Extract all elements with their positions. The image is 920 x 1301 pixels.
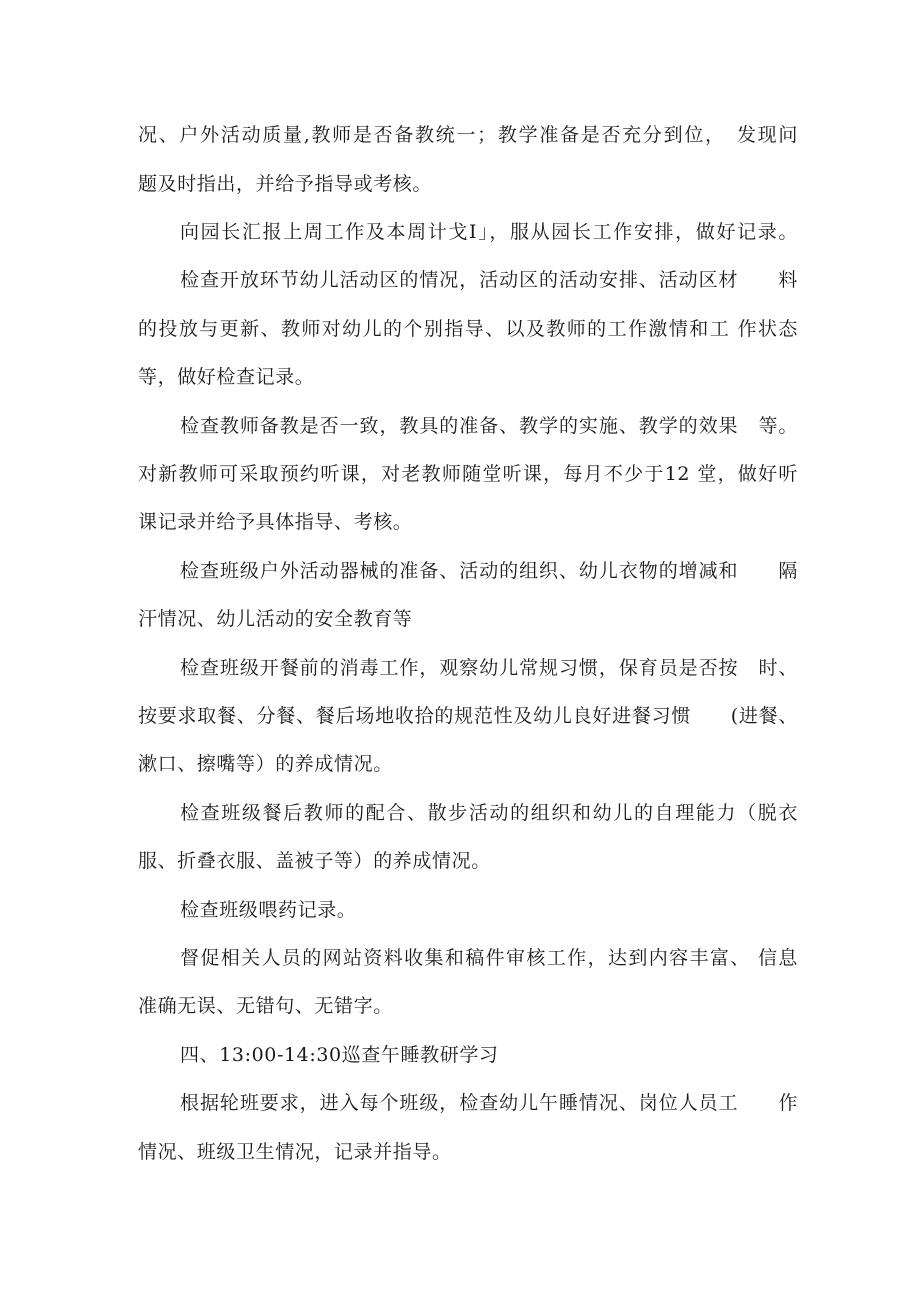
paragraph-line: 的投放与更新、教师对幼儿的个别指导、以及教师的工作激情和工 作状态: [138, 318, 798, 340]
paragraph-line: 情况、班级卫生情况，记录并指导。: [138, 1141, 452, 1163]
paragraph-line: 检查班级户外活动器械的准备、活动的组织、幼儿衣物的增减和 隔: [180, 560, 798, 582]
paragraph-line: 课记录并给予具体指导、考核。: [138, 511, 413, 533]
paragraph-line: 检查教师备教是否一致，教具的准备、教学的实施、教学的效果 等。: [180, 415, 798, 437]
paragraph-line: 按要求取餐、分餐、餐后场地收拾的规范性及幼儿良好进餐习惯 (进餐、: [138, 705, 798, 727]
paragraph-line: 根据轮班要求，进入每个班级，检查幼儿午睡情况、岗位人员工 作: [180, 1092, 798, 1114]
paragraph-line: 督促相关人员的网站资料收集和稿件审核工作，达到内容丰富、 信息: [180, 947, 798, 969]
paragraph-line: 检查班级喂药记录。: [180, 899, 357, 921]
section-heading: 四、13:00-14:30巡查午睡教研学习: [180, 1044, 499, 1066]
paragraph-line: 准确无误、无错句、无错字。: [138, 995, 393, 1017]
paragraph-line: 对新教师可采取预约听课，对老教师随堂听课，每月不少于12 堂，做好听: [138, 463, 798, 485]
paragraph-line: 况、户外活动质量,教师是否备教统一；教学准备是否充分到位， 发现问: [138, 124, 798, 146]
paragraph-line: 漱口、擦嘴等）的养成情况。: [138, 753, 393, 775]
paragraph-line: 题及时指出，并给予指导或考核。: [138, 173, 433, 195]
paragraph-line: 等，做好检查记录。: [138, 366, 315, 388]
paragraph-line: 向园长汇报上周工作及本周计戈I」，服从园长工作安排，做好记录。: [180, 221, 798, 243]
paragraph-line: 服、折叠衣服、盖被子等）的养成情况。: [138, 850, 491, 872]
paragraph-line: 汗情况、幼儿活动的安全教育等: [138, 608, 413, 630]
paragraph-line: 检查班级开餐前的消毒工作，观察幼儿常规习惯，保育员是否按 时、: [180, 657, 798, 679]
paragraph-line: 检查开放环节幼儿活动区的情况，活动区的活动安排、活动区材 料: [180, 269, 798, 291]
paragraph-line: 检查班级餐后教师的配合、散步活动的组织和幼儿的自理能力（脱衣: [180, 802, 798, 824]
